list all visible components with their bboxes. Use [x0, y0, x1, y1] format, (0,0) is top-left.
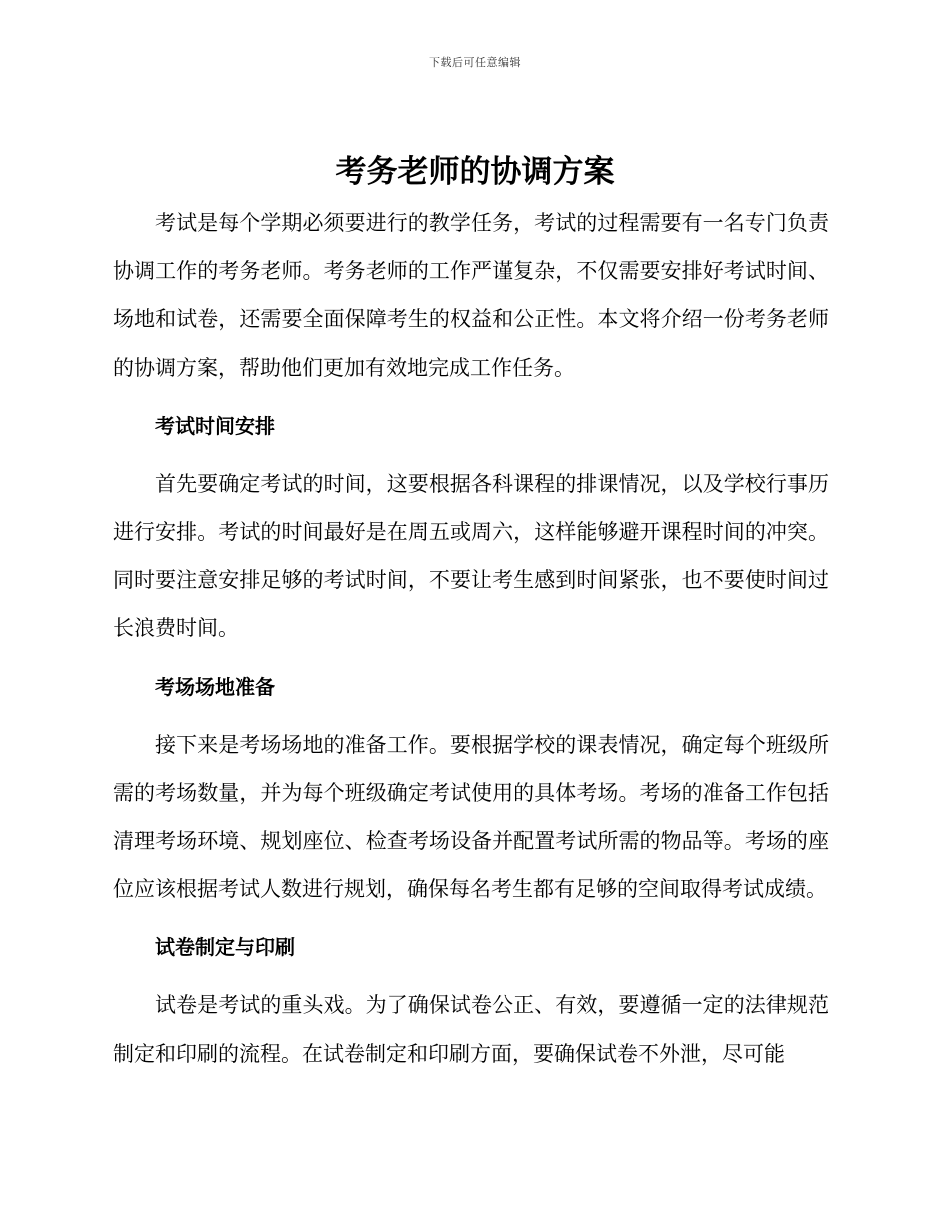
page-header-note: 下载后可任意编辑: [429, 56, 521, 69]
intro-paragraph: 考试是每个学期必须要进行的教学任务，考试的过程需要有一名专门负责协调工作的考务老师。考务老师的工作严谨复杂，不仅需要安排好考试时间、场地和试卷，还需要全面保障考生的权益和公正性。本文将介绍一份考务老师的协调方案，帮助他们更加有效地完成工作任务。: [113, 211, 829, 380]
section-heading-paper-printing: 试卷制定与印刷: [155, 935, 295, 960]
section-heading-venue-preparation: 考场场地准备: [155, 674, 275, 699]
section-paragraph-paper-printing: 试卷是考试的重头戏。为了确保试卷公正、有效，要遵循一定的法律规范制定和印刷的流程。在试卷制定和印刷方面，要确保试卷不外泄，尽可能: [113, 993, 829, 1066]
section-heading-exam-time: 考试时间安排: [155, 413, 275, 438]
section-paragraph-venue-preparation: 接下来是考场场地的准备工作。要根据学校的课表情况，确定每个班级所需的考场数量，并为每个班级确定考试使用的具体考场。考场的准备工作包括清理考场环境、规划座位、检查考场设备并配置考试所需的物品等。考场的座位应该根据考试人数进行规划，确保每名考生都有足够的空间取得考试成绩。: [113, 732, 829, 902]
section-paragraph-exam-time: 首先要确定考试的时间，这要根据各科课程的排课情况，以及学校行事历进行安排。考试的时间最好是在周五或周六，这样能够避开课程时间的冲突。同时要注意安排足够的考试时间，不要让考生感到时间紧张，也不要使时间过长浪费时间。: [113, 471, 829, 641]
document-title: 考务老师的协调方案: [335, 154, 615, 190]
document-body: [113, 199, 829, 1078]
